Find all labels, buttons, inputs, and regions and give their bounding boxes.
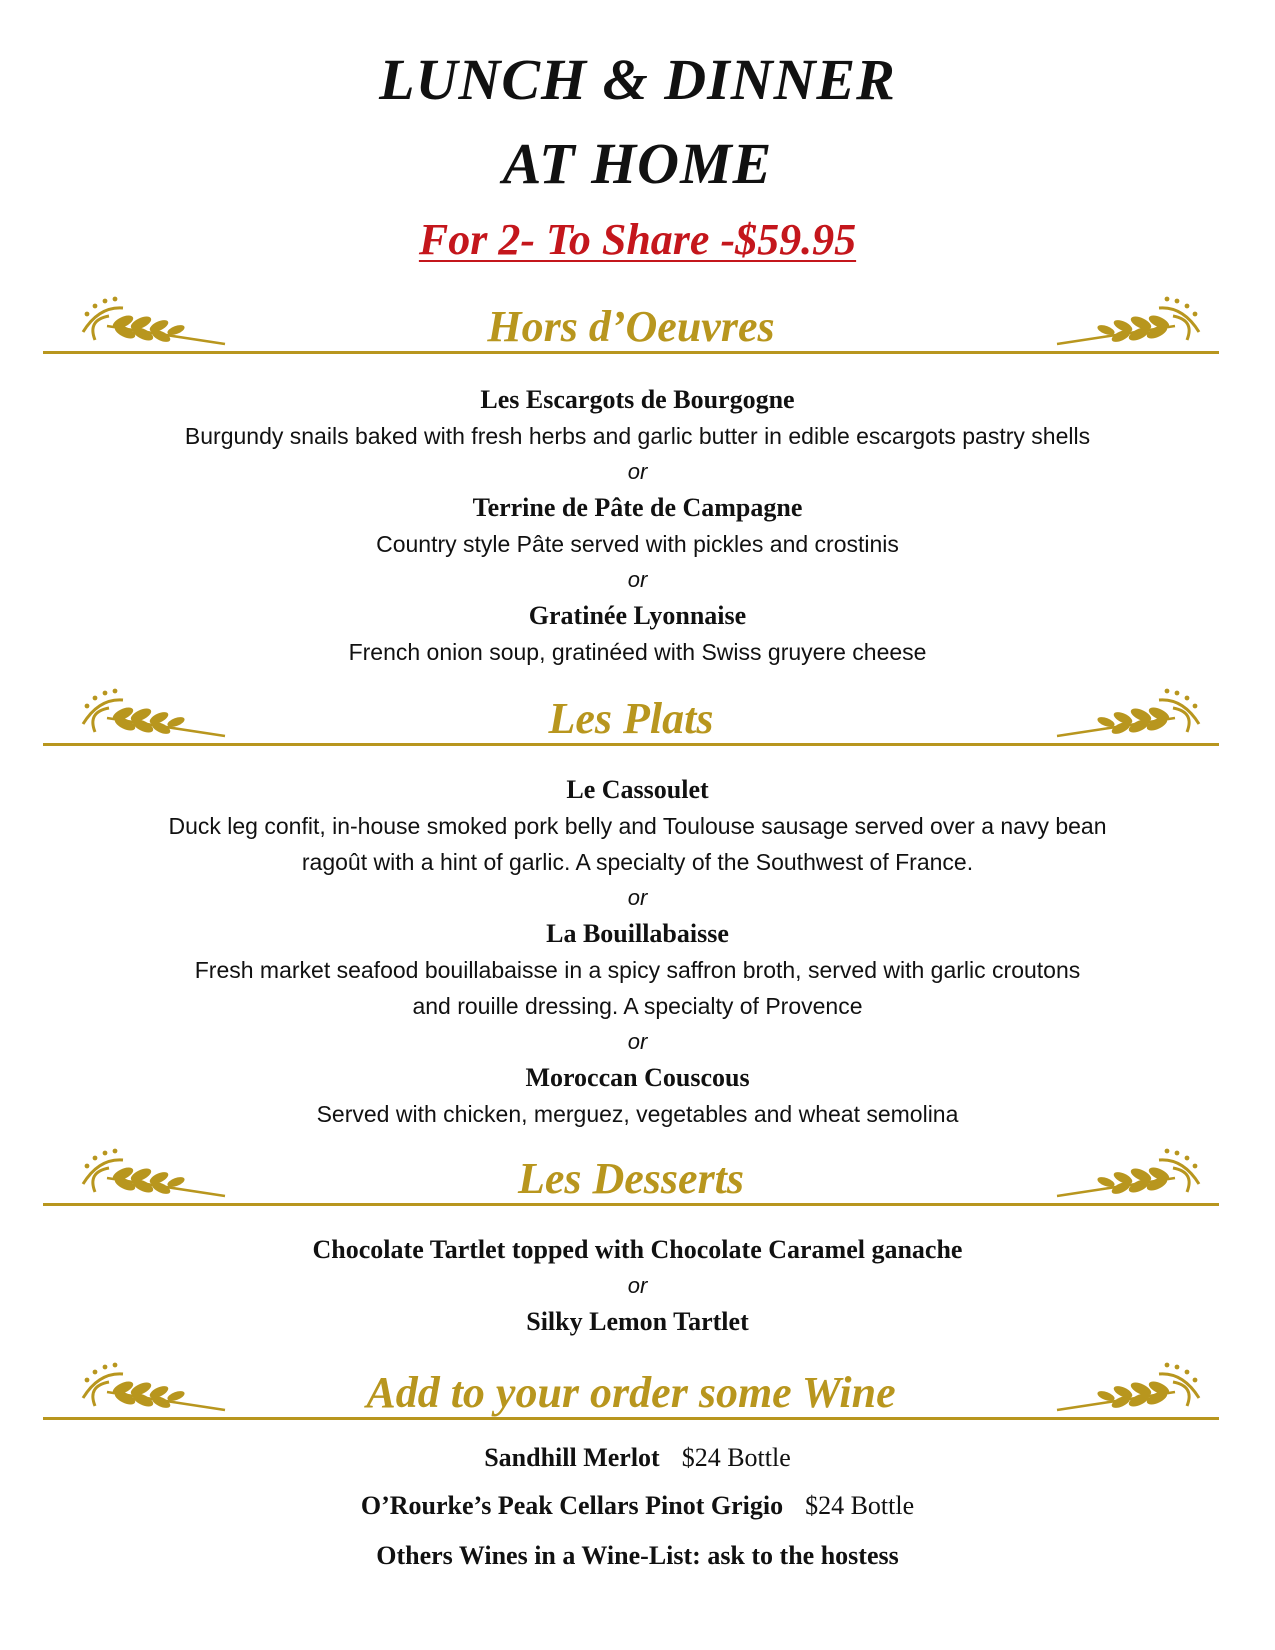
or-separator: or <box>627 885 648 910</box>
dish-description: Country style Pâte served with pickles and crostinis <box>376 531 899 557</box>
section-header-les-plats <box>43 674 1219 746</box>
menu-title-line1: LUNCH & DINNER <box>379 47 896 112</box>
section-title: Les Plats <box>548 694 714 743</box>
section-divider <box>43 743 1219 746</box>
or-separator: or <box>627 1273 648 1298</box>
dish-description: ragoût with a hint of garlic. A specialty of the Southwest of France. <box>301 849 974 875</box>
section-header-wine <box>43 1348 1219 1420</box>
menu-title-line2: AT HOME <box>502 131 773 196</box>
wine-name: O’Rourke’s Peak Cellars Pinot Grigio <box>360 1491 784 1520</box>
dish-description: Burgundy snails baked with fresh herbs and garlic butter in edible escargots pastry shells <box>184 423 1091 449</box>
wine-list-note: Others Wines in a Wine-List: ask to the hostess <box>376 1541 899 1570</box>
section-divider <box>43 351 1219 354</box>
section-header-hors-doeuvres <box>43 282 1219 354</box>
section-title: Add to your order some Wine <box>366 1368 896 1417</box>
wine-price: $24 Bottle <box>681 1443 791 1472</box>
section-title: Hors d’Oeuvres <box>487 302 775 351</box>
dish-description: Duck leg confit, in-house smoked pork belly and Toulouse sausage served over a navy bean <box>168 813 1107 839</box>
wine-price: $24 Bottle <box>805 1491 915 1520</box>
price-subtitle: For 2- To Share -$59.95 <box>418 215 857 264</box>
wheat-sprig-icon <box>1053 1358 1203 1416</box>
section-divider <box>43 1203 1219 1206</box>
section-title: Les Desserts <box>517 1154 745 1203</box>
dish-name: La Bouillabaisse <box>546 919 729 948</box>
wheat-sprig-icon <box>1053 684 1203 742</box>
section-header-les-desserts <box>43 1134 1219 1206</box>
section-divider <box>43 1417 1219 1420</box>
or-separator: or <box>627 459 648 484</box>
dish-description: and rouille dressing. A specialty of Provence <box>412 993 863 1019</box>
wine-name: Sandhill Merlot <box>484 1443 660 1472</box>
wine-item <box>0 1482 1275 1530</box>
dish-name: Les Escargots de Bourgogne <box>480 385 795 414</box>
or-separator: or <box>627 1029 648 1054</box>
dish-name: Terrine de Pâte de Campagne <box>472 493 803 522</box>
dessert-name: Silky Lemon Tartlet <box>526 1307 749 1336</box>
dessert-name: Chocolate Tartlet topped with Chocolate Caramel ganache <box>312 1235 963 1264</box>
wheat-sprig-icon <box>1053 292 1203 350</box>
wheat-sprig-icon <box>1053 1144 1203 1202</box>
dish-name: Le Cassoulet <box>566 775 709 804</box>
or-separator: or <box>627 567 648 592</box>
dish-description: Served with chicken, merguez, vegetables and wheat semolina <box>316 1101 959 1127</box>
dish-description: Fresh market seafood bouillabaisse in a spicy saffron broth, served with garlic croutons <box>194 957 1081 983</box>
dish-name: Gratinée Lyonnaise <box>528 601 747 630</box>
dish-name: Moroccan Couscous <box>525 1063 750 1092</box>
dish-description: French onion soup, gratinéed with Swiss gruyere cheese <box>348 639 927 665</box>
wine-item <box>0 1434 1275 1482</box>
